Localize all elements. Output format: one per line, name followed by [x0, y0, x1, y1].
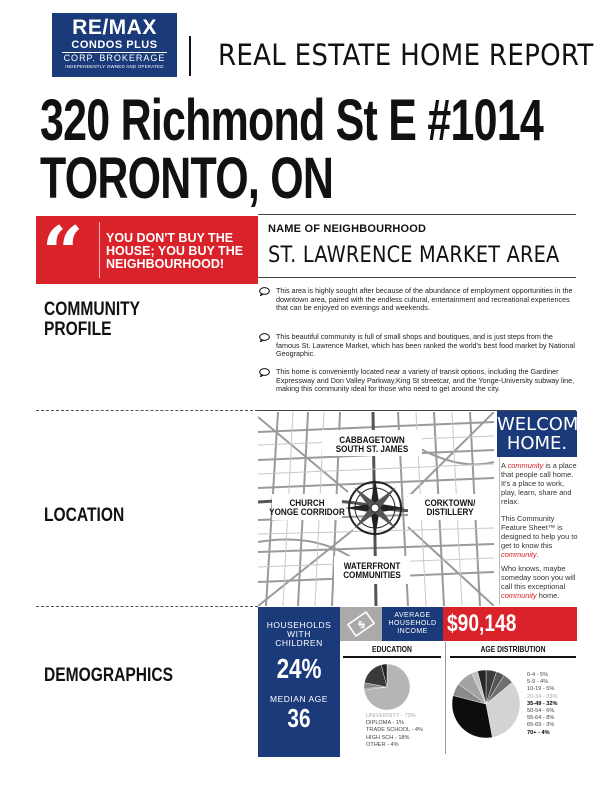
legend-item: TRADE SCHOOL - 4% [366, 727, 423, 734]
neighbourhood-bottom-rule [258, 277, 576, 278]
age-distribution-legend [527, 672, 557, 737]
map-label-waterfront: WATERFRONT [343, 561, 401, 571]
legend-item: 35-49 - 32% [527, 700, 558, 707]
legend-item: OTHER - 4% [366, 741, 399, 748]
map-label-corktown: CORKTOWN/ [424, 498, 476, 508]
avg-income-value-text: $90,148 [447, 610, 517, 637]
median-age-value: 36 [287, 703, 311, 733]
welcome-paragraph-3 [501, 564, 579, 600]
legend-item: 65-69 - 3% [527, 722, 555, 729]
location-label: LOCATION [44, 505, 125, 526]
logo-brand-line2: CONDOS PLUS [71, 39, 158, 51]
header-divider [189, 36, 191, 76]
community-paragraph-2: This beautiful community is full of small shops and boutiques, and is just steps from the famous St. Lawrence Market, which has been ranked the world's best food market by National Geographic. [276, 332, 576, 358]
welcome-title-1: WELCOME [497, 414, 590, 435]
speech-bubble-icon [259, 287, 270, 296]
neighbourhood-map [258, 412, 494, 606]
dollar-bill-icon [340, 607, 382, 641]
remax-logo [52, 13, 177, 77]
map-label-east [414, 499, 486, 517]
quote-line-1: YOU DON'T BUY THE [106, 231, 234, 245]
legend-item: HIGH SCH - 18% [366, 734, 410, 741]
map-label-cabbagetown: CABBAGETOWN [339, 435, 405, 445]
welcome-p3-b: home. [536, 591, 560, 600]
welcome-p3-a: Who knows, maybe someday soon you will call this exceptional [501, 564, 576, 591]
community-profile-label-2: PROFILE [44, 319, 112, 340]
section-divider [36, 606, 258, 607]
avg-income-label-3: INCOME [397, 628, 428, 635]
age-distribution-rule [450, 656, 576, 658]
map-label-church: CHURCH [289, 498, 325, 508]
welcome-title-2: HOME. [506, 433, 568, 454]
map-label-south [338, 562, 406, 580]
welcome-p1-b: is a place that people call home. It's a place to work, play, learn, share and relax. [501, 461, 577, 506]
welcome-p3-em: community [501, 591, 537, 600]
education-legend [366, 713, 423, 749]
welcome-p1-a: A [501, 461, 508, 470]
community-profile-label [44, 300, 140, 340]
legend-item: UNIVERSITY - 73% [366, 713, 416, 719]
legend-item: 50-54 - 6% [527, 708, 555, 715]
welcome-p2-b: . [536, 550, 539, 559]
legend-item: 20-34 - 33% [527, 693, 558, 700]
age-distribution-pie-chart [450, 668, 522, 740]
households-panel [258, 607, 340, 757]
legend-item: DIPLOMA - 1% [366, 720, 404, 727]
education-title: EDUCATION [372, 645, 412, 654]
legend-item: 10-19 - 5% [527, 686, 555, 693]
avg-income-label [382, 607, 443, 641]
community-paragraph-3: This home is conveniently located near a variety of transit options, including the Gardiner Expressway and Don Valley Parkway,King St streetcar, and the Yonge-University subway line, making this community ideal for those who need to get around the city. [276, 367, 575, 393]
quote-line-3: NEIGHBOURHOOD! [106, 257, 225, 271]
map-label-yonge-corridor: YONGE CORRIDOR [269, 507, 345, 517]
households-value: 24% [276, 653, 322, 684]
quote-line-2: HOUSE; YOU BUY THE [106, 244, 244, 258]
education-rule [343, 656, 441, 658]
map-label-distillery: DISTILLERY [426, 507, 474, 517]
quote-icon: “ [42, 210, 84, 295]
svg-text:$: $ [355, 618, 368, 632]
households-label-1: HOUSEHOLDS [266, 620, 332, 630]
households-label-2: WITH [287, 629, 311, 639]
welcome-banner [497, 411, 590, 457]
households-label-3: CHILDREN [275, 638, 323, 648]
section-divider [36, 410, 258, 411]
age-distribution-title: AGE DISTRIBUTION [480, 645, 546, 654]
quote-divider [99, 222, 100, 278]
legend-item: 5-9 - 4% [527, 679, 549, 686]
address-street: 320 Richmond St E #1014 [40, 88, 544, 153]
community-paragraph-1: This area is highly sought after because of the abundance of employment opportunities in the downtown area, paired with the endless cultural, entertainment and recreational experiences that can be enjoyed on evenings and weekends. [276, 286, 573, 312]
demographics-vertical-divider [445, 642, 446, 754]
speech-bubble-icon [259, 333, 270, 342]
demographics-label: DEMOGRAPHICS [44, 665, 173, 686]
avg-income-label-2: HOUSEHOLD [388, 620, 437, 627]
welcome-p2-a: This Community Feature Sheet™ is designed to help you to get to know this [501, 514, 578, 550]
income-icon-box [340, 607, 382, 641]
welcome-paragraph-1 [501, 461, 579, 506]
legend-item: 55-64 - 8% [527, 715, 555, 722]
welcome-paragraph-2 [501, 514, 579, 559]
map-label-west [268, 499, 345, 517]
logo-brand-line4: INDEPENDENTLY OWNED AND OPERATED [65, 64, 164, 69]
logo-brand-line3: CORP. BROKERAGE [63, 53, 166, 63]
address-city: TORONTO, ON [40, 146, 334, 211]
avg-income-value [443, 607, 577, 641]
neighbourhood-top-rule [258, 214, 576, 215]
logo-brand: RE/MAX [72, 16, 157, 39]
avg-income-label-1: AVERAGE [394, 612, 431, 619]
households-label [258, 621, 340, 648]
speech-bubble-icon [259, 368, 270, 377]
map-label-communities: COMMUNITIES [343, 570, 401, 580]
legend-item: 70+ - 4% [527, 729, 550, 736]
legend-item: 0-4 - 5% [527, 672, 549, 678]
map-label-north [332, 436, 411, 454]
report-title: REAL ESTATE HOME REPORT [218, 38, 594, 72]
quote-text [106, 232, 243, 271]
education-pie-chart [362, 662, 412, 712]
neighbourhood-label: NAME OF NEIGHBOURHOOD [268, 223, 427, 235]
map-label-south-st-james: SOUTH ST. JAMES [335, 444, 409, 454]
community-profile-label-1: COMMUNITY [44, 299, 141, 320]
median-age-label: MEDIAN AGE [270, 694, 328, 704]
neighbourhood-name: ST. LAWRENCE MARKET AREA [268, 243, 560, 268]
welcome-p1-em: community [507, 461, 544, 470]
compass-icon [345, 478, 405, 538]
welcome-p2-em: community [501, 550, 537, 559]
